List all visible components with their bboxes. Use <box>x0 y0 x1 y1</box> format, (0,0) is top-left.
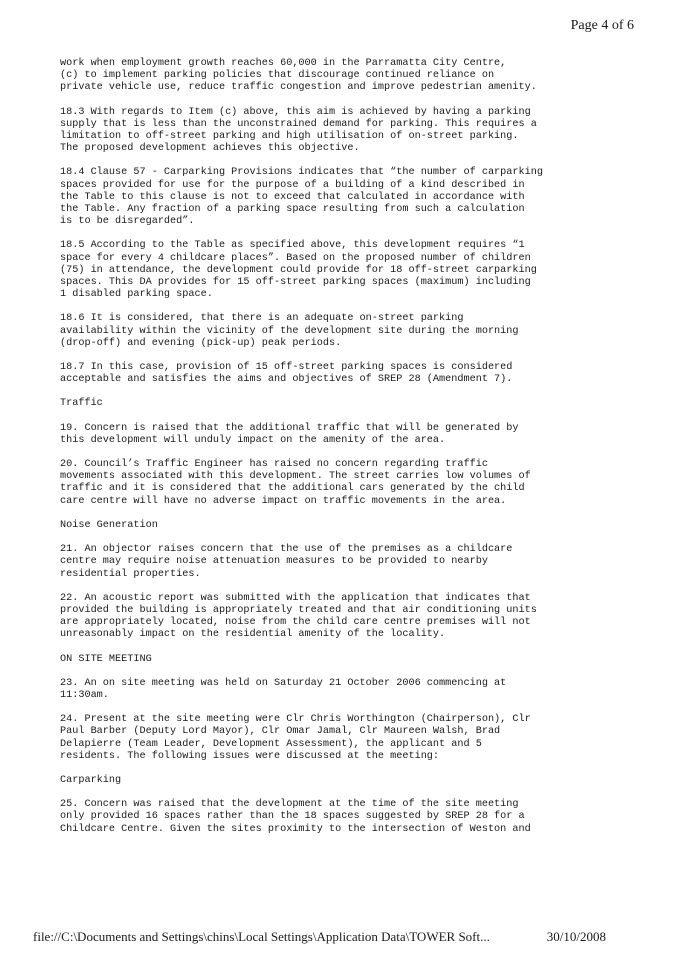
page-number: Page 4 of 6 <box>570 18 634 33</box>
paragraph-18-3: 18.3 With regards to Item (c) above, this aim is achieved by having a parking supply that is less than the unconstrained demand for parking. This requires a limitation to off-street parking and high utilisation of on-street parking. The proposed development achieves this objective. <box>60 106 537 155</box>
print-footer <box>33 929 606 945</box>
heading-noise-generation: Noise Generation <box>60 519 158 531</box>
footer-print-date: 30/10/2008 <box>546 929 606 944</box>
heading-carparking: Carparking <box>60 774 122 786</box>
paragraph-18-7: 18.7 In this case, provision of 15 off-street parking spaces is considered acceptable and satisfies the aims and objectives of SREP 28 (Amendment 7). <box>60 362 513 386</box>
heading-traffic: Traffic <box>60 398 103 410</box>
paragraph-22: 22. An acoustic report was submitted with the application that indicates that provided the building is appropriately treated and that air conditioning units are appropriately located, noise from the child care centre premises will not unreasonably impact on the residential amenity of the locality. <box>60 592 537 641</box>
paragraph-25: 25. Concern was raised that the development at the time of the site meeting only provided 16 spaces rather than the 18 spaces suggested by SREP 28 for a Childcare Centre. Given the sites proximity to the intersection of Weston and <box>60 799 531 835</box>
paragraph-24: 24. Present at the site meeting were Clr Chris Worthington (Chairperson), Clr Paul Barber (Deputy Lord Mayor), Clr Omar Jamal, Clr Maureen Walsh, Brad Delapierre (Team Leader, Development Assessment), the applicant and 5 residents. The following issues were discussed at the meeting: <box>60 714 531 762</box>
heading-on-site-meeting: ON SITE MEETING <box>60 653 152 665</box>
footer-file-path: file://C:\Documents and Settings\chins\Local Settings\Application Data\TOWER Soft... <box>33 929 490 944</box>
paragraph-intro: work when employment growth reaches 60,000 in the Parramatta City Centre, (c) to implement parking policies that discourage continued reliance on private vehicle use, reduce traffic congestion and improve pedestrian amenity. <box>60 58 537 94</box>
paragraph-18-5: 18.5 According to the Table as specified above, this development requires “1 space for every 4 childcare places”. Based on the proposed number of children (75) in attendance, the development could provide for 18 off-street carparking spaces. This DA provides for 15 off-street parking spaces (maximum) including 1 disabled parking space. <box>60 240 537 301</box>
paragraph-23: 23. An on site meeting was held on Saturday 21 October 2006 commencing at 11:30am. <box>60 677 507 701</box>
paragraph-18-6: 18.6 It is considered, that there is an adequate on-street parking availability within the vicinity of the development site during the morning (drop-off) and evening (pick-up) peak periods. <box>60 313 519 349</box>
paragraph-18-4: 18.4 Clause 57 - Carparking Provisions indicates that “the number of carparking spaces provided for use for the purpose of a building of a kind described in the Table to this clause is not to exceed that calculated in accordance with the Table. Any fraction of a parking space resulting from such a calculation is to be disregarded”. <box>60 167 543 228</box>
paragraph-20: 20. Council’s Traffic Engineer has raised no concern regarding traffic movements associated with this development. The street carries low volumes of traffic and it is considered that the additional cars generated by the child care centre will have no adverse impact on traffic movements in the area. <box>60 459 531 507</box>
paragraph-21: 21. An objector raises concern that the use of the premises as a childcare centre may require noise attenuation measures to be provided to nearby residential properties. <box>60 544 513 580</box>
paragraph-19: 19. Concern is raised that the additional traffic that will be generated by this development will unduly impact on the amenity of the area. <box>60 422 519 446</box>
document-body <box>60 58 608 848</box>
